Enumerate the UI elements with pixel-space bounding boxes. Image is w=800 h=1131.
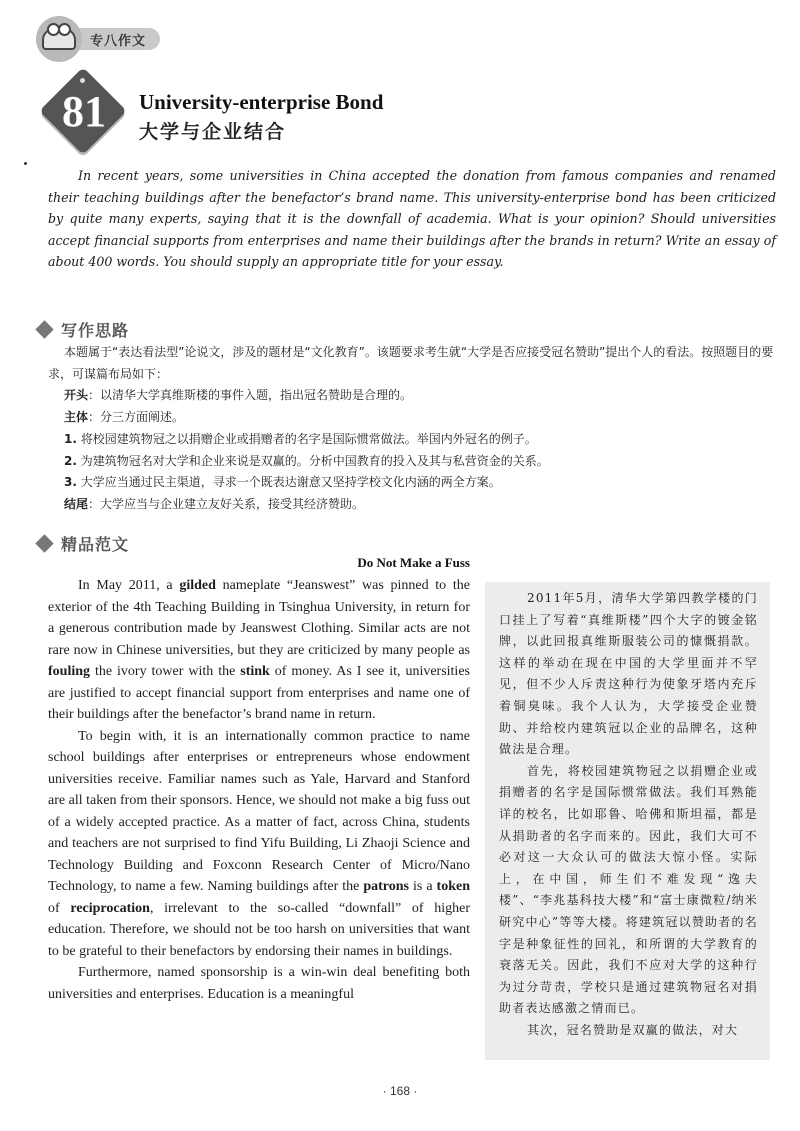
plan-intro: 本题属于“表达看法型”论说文，涉及的题材是“文化教育”。该题要求考生就“大学是否应接受冠名赞助”提出个人的看法。按照题目的要求，可谋篇布局如下：	[48, 345, 774, 381]
body-label: 主体	[64, 410, 89, 425]
section-header-model-essay	[38, 532, 129, 555]
essay-paragraph	[48, 726, 470, 963]
point-number: 2.	[64, 453, 77, 468]
vocab-highlight: gilded	[179, 578, 216, 593]
vocab-highlight: reciprocation	[70, 900, 150, 916]
section-title: 写作思路	[61, 321, 130, 340]
essay-prompt	[48, 165, 776, 273]
text-run: , irrelevant to the so-called “downfall” of higher education. Therefore, we should not be too harsh on universities that want to be grateful to their benefactors by endorsing their names in buildings.	[48, 900, 471, 959]
plan-point	[48, 472, 778, 494]
frog-mascot-icon	[36, 16, 82, 62]
translation-paragraph: 首先，将校园建筑物冠之以捐赠企业或捐赠者的名字是国际惯常做法。我们耳熟能详的校名，比如耶鲁、哈佛和斯坦福，都是从捐助者的名字而来的。因此，我们大可不必对这一大众认可的做法大惊小怪。实际上，在中国，师生们不难发现“逸夫楼”、“李兆基科技大楼”和“富士康微粒/纳米研究中心”等等大楼。将建筑冠以赞助者的名字是种象征性的回礼，和所谓的大学教育的衰落无关。因此，我们不应对大学的这种行为过分苛责，学校只是通过建筑物冠名对捐助者表达感激之情而已。	[499, 763, 758, 1016]
text-run: To begin with, it is an internationally common practice to name school buildings after enterprises or entrepreneurs whose endowment universities receive. Familiar names such as Yale, Harvard and Stanford are all taken from their sponsors. Hence, we should not make a big fuss out of a widely accepted practice. As a matter of fact, across China, students and teachers are not surprised to find Yifu Building, Li Zhaoji Science and Technology Building and Foxconn Research Center of Micro/Nano Technology, to name a few. Naming buildings after the	[48, 728, 470, 894]
diamond-bullet-icon	[35, 534, 53, 552]
text-run: is a	[409, 879, 437, 894]
translation-paragraph: 2011年5月，清华大学第四教学楼的门口挂上了写着“真维斯楼”四个大字的镀金铭牌，以此回报真维斯服装公司的慷慨捐款。这样的举动在现在中国的大学里面并不罕见，但不少人斥责这种行为使象牙塔内充斥着铜臭味。我个人认为，大学接受企业赞助、并给校内建筑冠以企业的品牌名，这种做法是合理。	[499, 591, 758, 757]
plan-point	[48, 451, 778, 473]
text-run: nameplate “Jeanswest” was pinned to the exterior of the 4th Teaching Building in Tsinghua University, in return for a generous contribution made by Jeanswest Clothing. Similar acts are not rare now in Chinese universities, but they are criticized by many people as	[48, 578, 470, 658]
diamond-bullet-icon	[35, 320, 53, 338]
translation-box	[485, 582, 770, 1060]
text-run: the ivory tower with the	[90, 664, 241, 679]
text-run: of money. As I see it, universities are justified to accept financial support from enterprises and name one of their buildings after the benefactor’s brand name in return.	[48, 664, 470, 722]
essay-title: Do Not Make a Fuss	[357, 555, 470, 570]
body-text: ：分三方面阐述。	[88, 410, 185, 425]
point-number: 3.	[64, 475, 77, 490]
vocab-highlight: stink	[240, 664, 270, 679]
plan-closing	[48, 494, 778, 516]
plan-point	[48, 429, 778, 451]
section-title: 精品范文	[61, 535, 130, 554]
topic-title-en: University-enterprise Bond	[139, 90, 384, 114]
page-number: · 168 ·	[382, 1084, 418, 1098]
book-section-badge	[36, 20, 160, 58]
topic-title-zh: 大学与企业结合	[139, 121, 287, 143]
opening-text: ：以清华大学真维斯楼的事件入题，指出冠名赞助是合理的。	[88, 388, 413, 403]
tag-hole-icon	[80, 78, 85, 83]
essay-paragraph: Furthermore, named sponsorship is a win-win deal benefiting both universities and enterprises. Education is a meaningful	[48, 965, 470, 1002]
badge-label: 专八作文	[70, 28, 160, 50]
prompt-text: In recent years, some universities in China accepted the donation from famous companies and renamed their teaching buildings after the benefactor’s brand name. This university-enterprise bond has been criticized by quite many experts, saying that it is the downfall of academia. What is your opinion? Should universities accept financial supports from enterprises and name their buildings after the brands in return? Write an essay of about 400 words. You should supply an appropriate title for your essay.	[48, 168, 776, 270]
topic-number: 81	[62, 87, 106, 136]
writing-plan-outline	[48, 342, 778, 516]
essay-paragraph	[48, 575, 470, 726]
text-run: of	[48, 900, 71, 916]
point-number: 1.	[64, 431, 77, 446]
vocab-highlight: patrons	[363, 879, 410, 894]
vocab-highlight: fouling	[48, 664, 91, 679]
section-header-writing-plan	[38, 318, 129, 341]
point-text: 为建筑物冠名对大学和企业来说是双赢的。分析中国教育的投入及其与私营资金的关系。	[80, 453, 549, 468]
opening-label: 开头	[64, 388, 89, 403]
point-text: 大学应当通过民主渠道，寻求一个既表达谢意又坚持学校文化内涵的两全方案。	[80, 475, 501, 490]
point-text: 将校园建筑物冠之以捐赠企业或捐赠者的名字是国际惯常做法。举国内外冠名的例子。	[80, 431, 537, 446]
text-run: In May 2011, a	[78, 578, 180, 593]
closing-text: ：大学应当与企业建立友好关系，接受其经济赞助。	[88, 496, 365, 511]
closing-label: 结尾	[64, 496, 89, 511]
plan-opening	[48, 385, 778, 407]
model-essay-body	[48, 575, 470, 1005]
vocab-highlight: token	[436, 879, 470, 894]
scan-speck	[24, 162, 27, 165]
translation-paragraph: 其次，冠名赞助是双赢的做法，对大	[527, 1022, 739, 1037]
plan-body	[48, 407, 778, 429]
